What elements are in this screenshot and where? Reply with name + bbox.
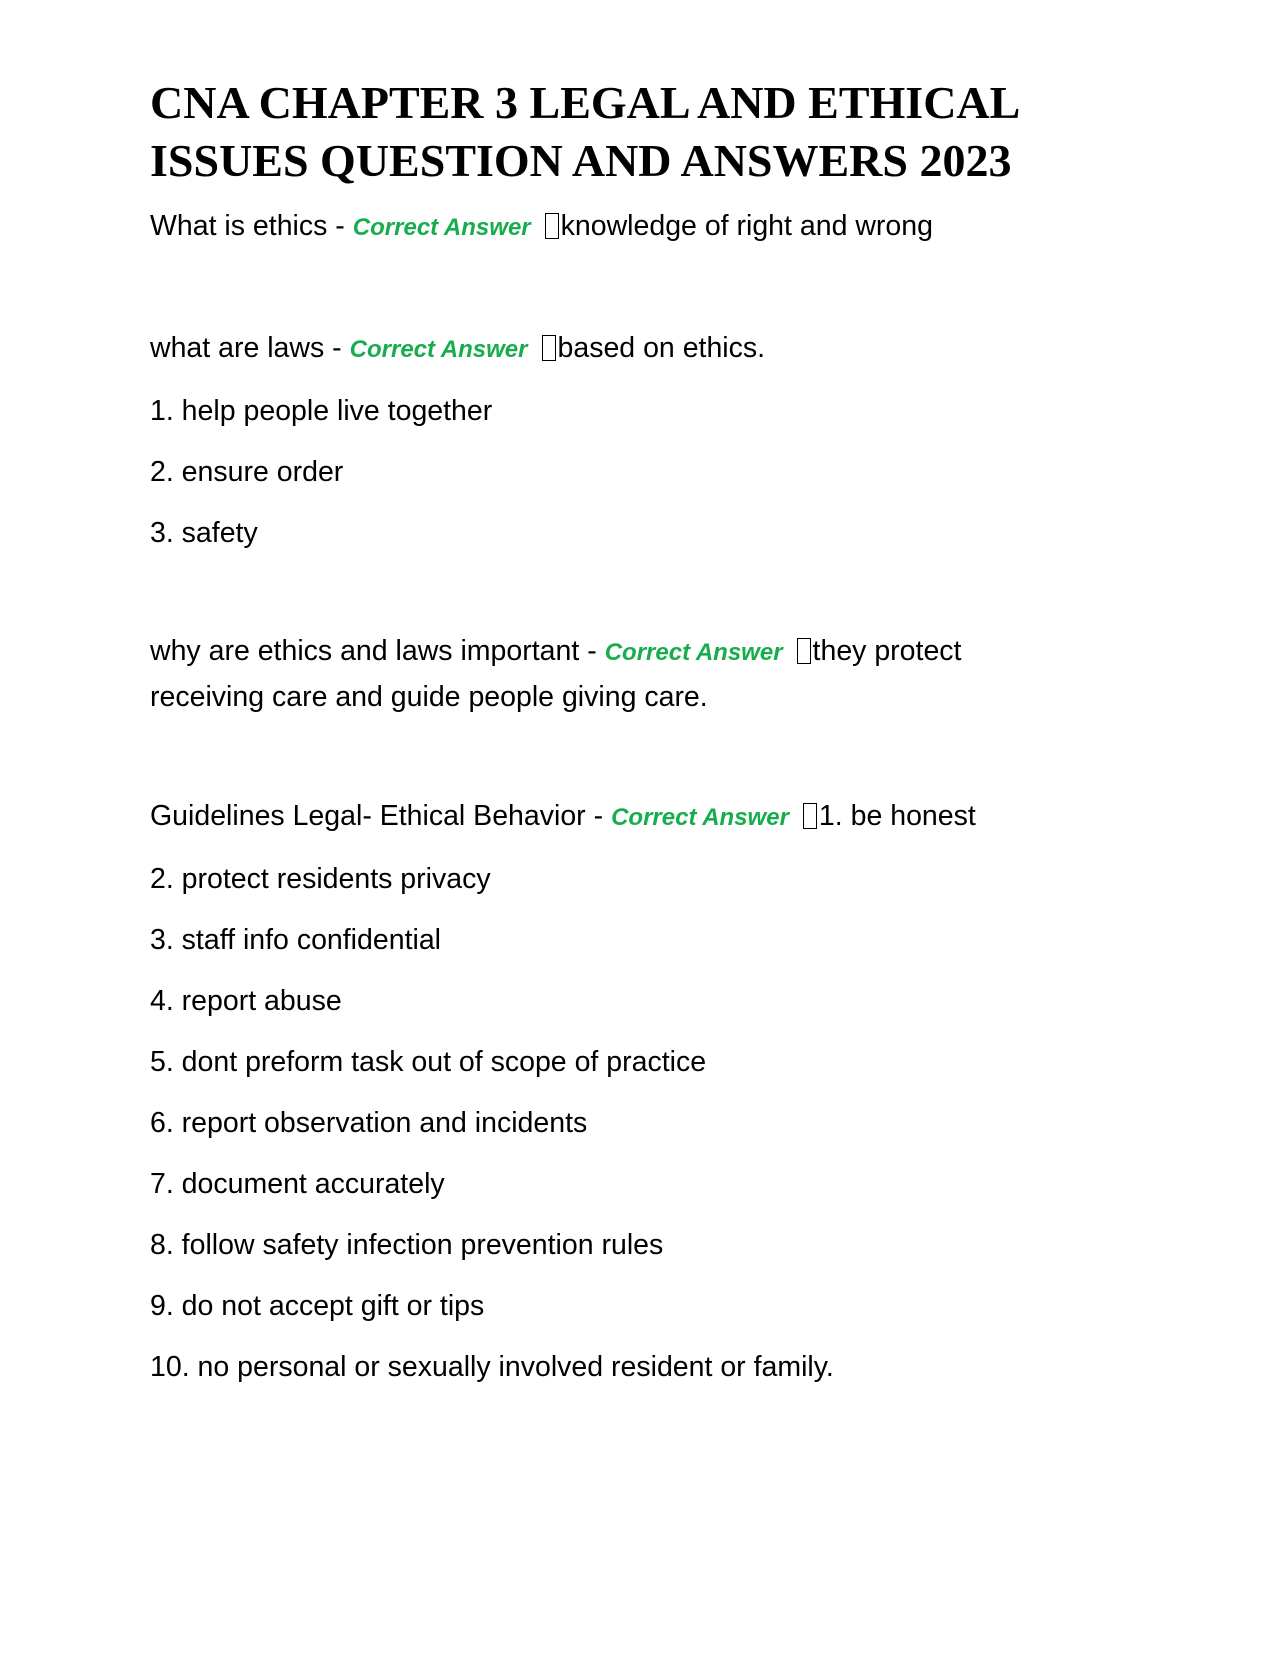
- list-item: 3. staff info confidential: [150, 924, 441, 956]
- list-item: 6. report observation and incidents: [150, 1107, 588, 1139]
- answer-continuation: receiving care and guide people giving care.: [150, 681, 708, 713]
- correct-answer-label: Correct Answer: [352, 214, 531, 241]
- question-line: [150, 326, 765, 372]
- title-line-2: ISSUES QUESTION AND ANSWERS 2023: [150, 135, 1012, 186]
- list-item: 2. ensure order: [150, 456, 344, 488]
- qa-block-2: [150, 326, 765, 555]
- answer-text: knowledge of right and wrong: [560, 210, 933, 242]
- document-page: [150, 74, 1130, 1383]
- question-text: why are ethics and laws important -: [150, 635, 597, 667]
- question-line: [150, 794, 976, 840]
- list-item: 2. protect residents privacy: [150, 863, 491, 895]
- list-item: 5. dont preform task out of scope of practice: [150, 1046, 707, 1078]
- list-item: 4. report abuse: [150, 985, 342, 1017]
- answer-text: they protect: [812, 635, 962, 667]
- qa-block-1: [150, 204, 933, 250]
- list-item: 7. document accurately: [150, 1168, 445, 1200]
- box-icon: [803, 803, 817, 829]
- question-line: [150, 204, 933, 250]
- correct-answer-label: Correct Answer: [604, 639, 783, 666]
- box-icon: [797, 638, 811, 664]
- list-item: 3. safety: [150, 517, 258, 549]
- title-line-1: CNA CHAPTER 3 LEGAL AND ETHICAL: [150, 77, 1021, 128]
- answer-text: 1. be honest: [818, 800, 976, 832]
- document-title: [150, 74, 1130, 190]
- question-text: what are laws -: [150, 332, 342, 364]
- list-item: 10. no personal or sexually involved resident or family.: [150, 1351, 834, 1383]
- qa-block-4: [150, 794, 976, 1389]
- question-text: What is ethics -: [150, 210, 345, 242]
- correct-answer-label: Correct Answer: [349, 336, 528, 363]
- question-text: Guidelines Legal- Ethical Behavior -: [150, 800, 604, 832]
- list-item: 9. do not accept gift or tips: [150, 1290, 485, 1322]
- list-item: 1. help people live together: [150, 395, 493, 427]
- qa-block-3: [150, 629, 1130, 719]
- box-icon: [545, 213, 559, 239]
- answer-text: based on ethics.: [557, 332, 766, 364]
- correct-answer-label: Correct Answer: [611, 804, 789, 831]
- box-icon: [542, 335, 556, 361]
- question-line: [150, 629, 1130, 675]
- list-item: 8. follow safety infection prevention rules: [150, 1229, 664, 1261]
